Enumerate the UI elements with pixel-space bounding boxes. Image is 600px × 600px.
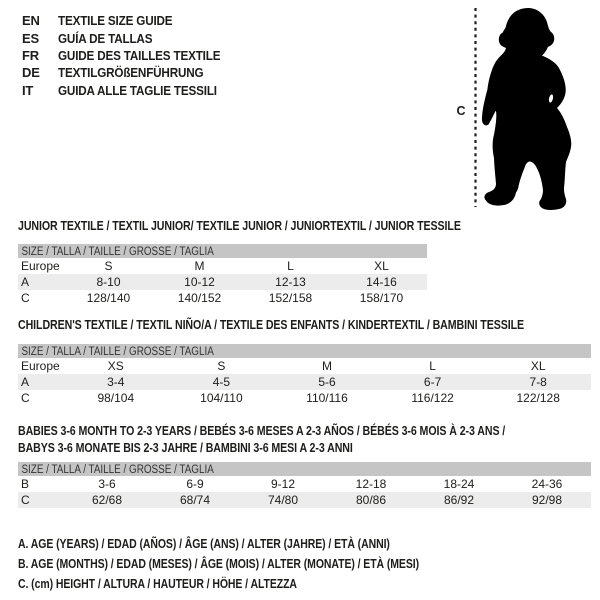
- size-header-band: [18, 244, 427, 258]
- size-cell: M: [321, 359, 332, 373]
- size-header-text: SIZE / TALLA / TAILLE / GRÖSSE / TAGLIA: [21, 464, 214, 476]
- table-row: [18, 374, 591, 390]
- table-row: [18, 274, 427, 290]
- size-cell: 116/122: [411, 391, 454, 405]
- size-cell: 3-6: [98, 477, 116, 491]
- lang-label: GUIDE DES TAILLES TEXTILE: [58, 47, 221, 63]
- size-cell: 8-10: [63, 274, 154, 290]
- lang-label: GUÍA DE TALLAS: [58, 30, 153, 46]
- size-cell: XL: [530, 359, 546, 373]
- size-cell: 24-36: [531, 477, 563, 491]
- size-cell: 4-5: [169, 374, 275, 390]
- size-cell: 122/128: [516, 391, 560, 405]
- size-cell: 104/110: [200, 391, 243, 405]
- size-header-band: [18, 462, 591, 476]
- table-row: [18, 390, 591, 406]
- lang-row-en: [22, 12, 238, 29]
- lang-code: IT: [22, 82, 34, 98]
- table-row: [18, 476, 591, 492]
- row-label: C: [21, 391, 30, 405]
- row-label: B: [21, 477, 30, 491]
- children-table-title: CHILDREN'S TEXTILE / TEXTIL NIÑO/A / TEXTILE DES ENFANTS / KINDERTEXTIL / BAMBINI TESSILE: [18, 318, 524, 332]
- lang-code: FR: [22, 47, 39, 63]
- size-cell: 140/152: [177, 291, 222, 305]
- row-label: Europe: [21, 359, 60, 373]
- size-cell: 152/158: [268, 291, 313, 305]
- size-cell: 9-12: [270, 477, 296, 491]
- babies-table-title-line1: BABIES 3-6 MONTH TO 2-3 YEARS / BEBÉS 3-6 MESES A 2-3 AÑOS / BÉBÉS 3-6 MOIS À 2-3 ANS /: [18, 424, 506, 438]
- size-cell: 5-6: [274, 374, 380, 390]
- baby-silhouette-path: [482, 8, 571, 210]
- row-label: C: [21, 291, 30, 305]
- lang-label: TEXTILE SIZE GUIDE: [58, 13, 173, 29]
- size-cell: 86/92: [415, 492, 503, 508]
- row-label: Europe: [21, 259, 60, 273]
- size-header-text: SIZE / TALLA / TAILLE / GRÖSSE / TAGLIA: [21, 346, 214, 358]
- size-cell: S: [217, 359, 226, 373]
- size-cell: 128/140: [86, 291, 131, 305]
- size-cell: M: [194, 259, 205, 273]
- babies-table-title-line2: BABYS 3-6 MONATE BIS 2-3 JAHRE / BAMBINI 3-6 MESI A 2-3 ANNI: [18, 441, 353, 455]
- baby-silhouette-icon: [450, 0, 595, 215]
- size-cell: XS: [107, 359, 124, 373]
- lang-row-de: [22, 64, 238, 81]
- lang-code: EN: [22, 13, 40, 29]
- size-cell: 98/104: [97, 391, 135, 405]
- table-row: [18, 358, 591, 374]
- size-cell: 6-7: [380, 374, 486, 390]
- babies-size-table: [18, 462, 591, 508]
- lang-row-it: [22, 82, 238, 99]
- table-row: [18, 290, 427, 306]
- size-cell: 62/68: [63, 492, 151, 508]
- legend: [18, 534, 495, 594]
- size-cell: L: [287, 259, 294, 273]
- row-label: A: [18, 374, 63, 390]
- lang-code: DE: [22, 65, 40, 81]
- size-cell: 10-12: [154, 274, 245, 290]
- size-cell: L: [429, 359, 436, 373]
- lang-label: GUIDA ALLE TAGLIE TESSILI: [58, 82, 217, 98]
- table-row: [18, 258, 427, 274]
- size-cell: 68/74: [151, 492, 239, 508]
- lang-code: ES: [22, 30, 39, 46]
- junior-table-title: JUNIOR TEXTILE / TEXTIL JUNIOR/ TEXTILE JUNIOR / JUNIORTEXTIL / JUNIOR TESSILE: [18, 219, 461, 233]
- children-size-table: [18, 344, 591, 406]
- height-c-label: C: [456, 104, 466, 118]
- size-cell: 12-18: [355, 477, 387, 491]
- size-cell: XL: [374, 259, 389, 273]
- lang-label: TEXTILGRÖßENFÜHRUNG: [58, 65, 204, 81]
- legend-line-c: C. (cm) HEIGHT / ALTURA / HAUTEUR / HÖHE / ALTEZZA: [18, 577, 297, 591]
- row-label: C: [18, 492, 63, 508]
- size-cell: 18-24: [443, 477, 475, 491]
- legend-line-a: A. AGE (YEARS) / EDAD (AÑOS) / ÂGE (ANS) / ALTER (JAHRE) / ETÀ (ANNI): [18, 537, 390, 551]
- size-cell: 7-8: [485, 374, 591, 390]
- lang-row-es: [22, 29, 238, 46]
- size-cell: 92/98: [503, 492, 591, 508]
- junior-size-table: [18, 244, 427, 306]
- size-cell: 6-9: [186, 477, 204, 491]
- size-header-band: [18, 344, 591, 358]
- size-cell: 12-13: [245, 274, 336, 290]
- legend-line-b: B. AGE (MONTHS) / EDAD (MESES) / ÂGE (MOIS) / ALTER (MONATE) / ETÀ (MESI): [18, 557, 420, 571]
- size-cell: 158/170: [359, 291, 404, 305]
- size-cell: 14-16: [336, 274, 427, 290]
- language-title-block: [22, 12, 238, 99]
- row-label: A: [18, 274, 63, 290]
- size-cell: 74/80: [239, 492, 327, 508]
- size-header-text: SIZE / TALLA / TAILLE / GRÖSSE / TAGLIA: [21, 246, 214, 258]
- table-row: [18, 492, 591, 508]
- size-cell: 80/86: [327, 492, 415, 508]
- size-cell: 110/116: [306, 391, 348, 405]
- size-cell: S: [104, 259, 113, 273]
- lang-row-fr: [22, 47, 238, 64]
- size-cell: 3-4: [63, 374, 169, 390]
